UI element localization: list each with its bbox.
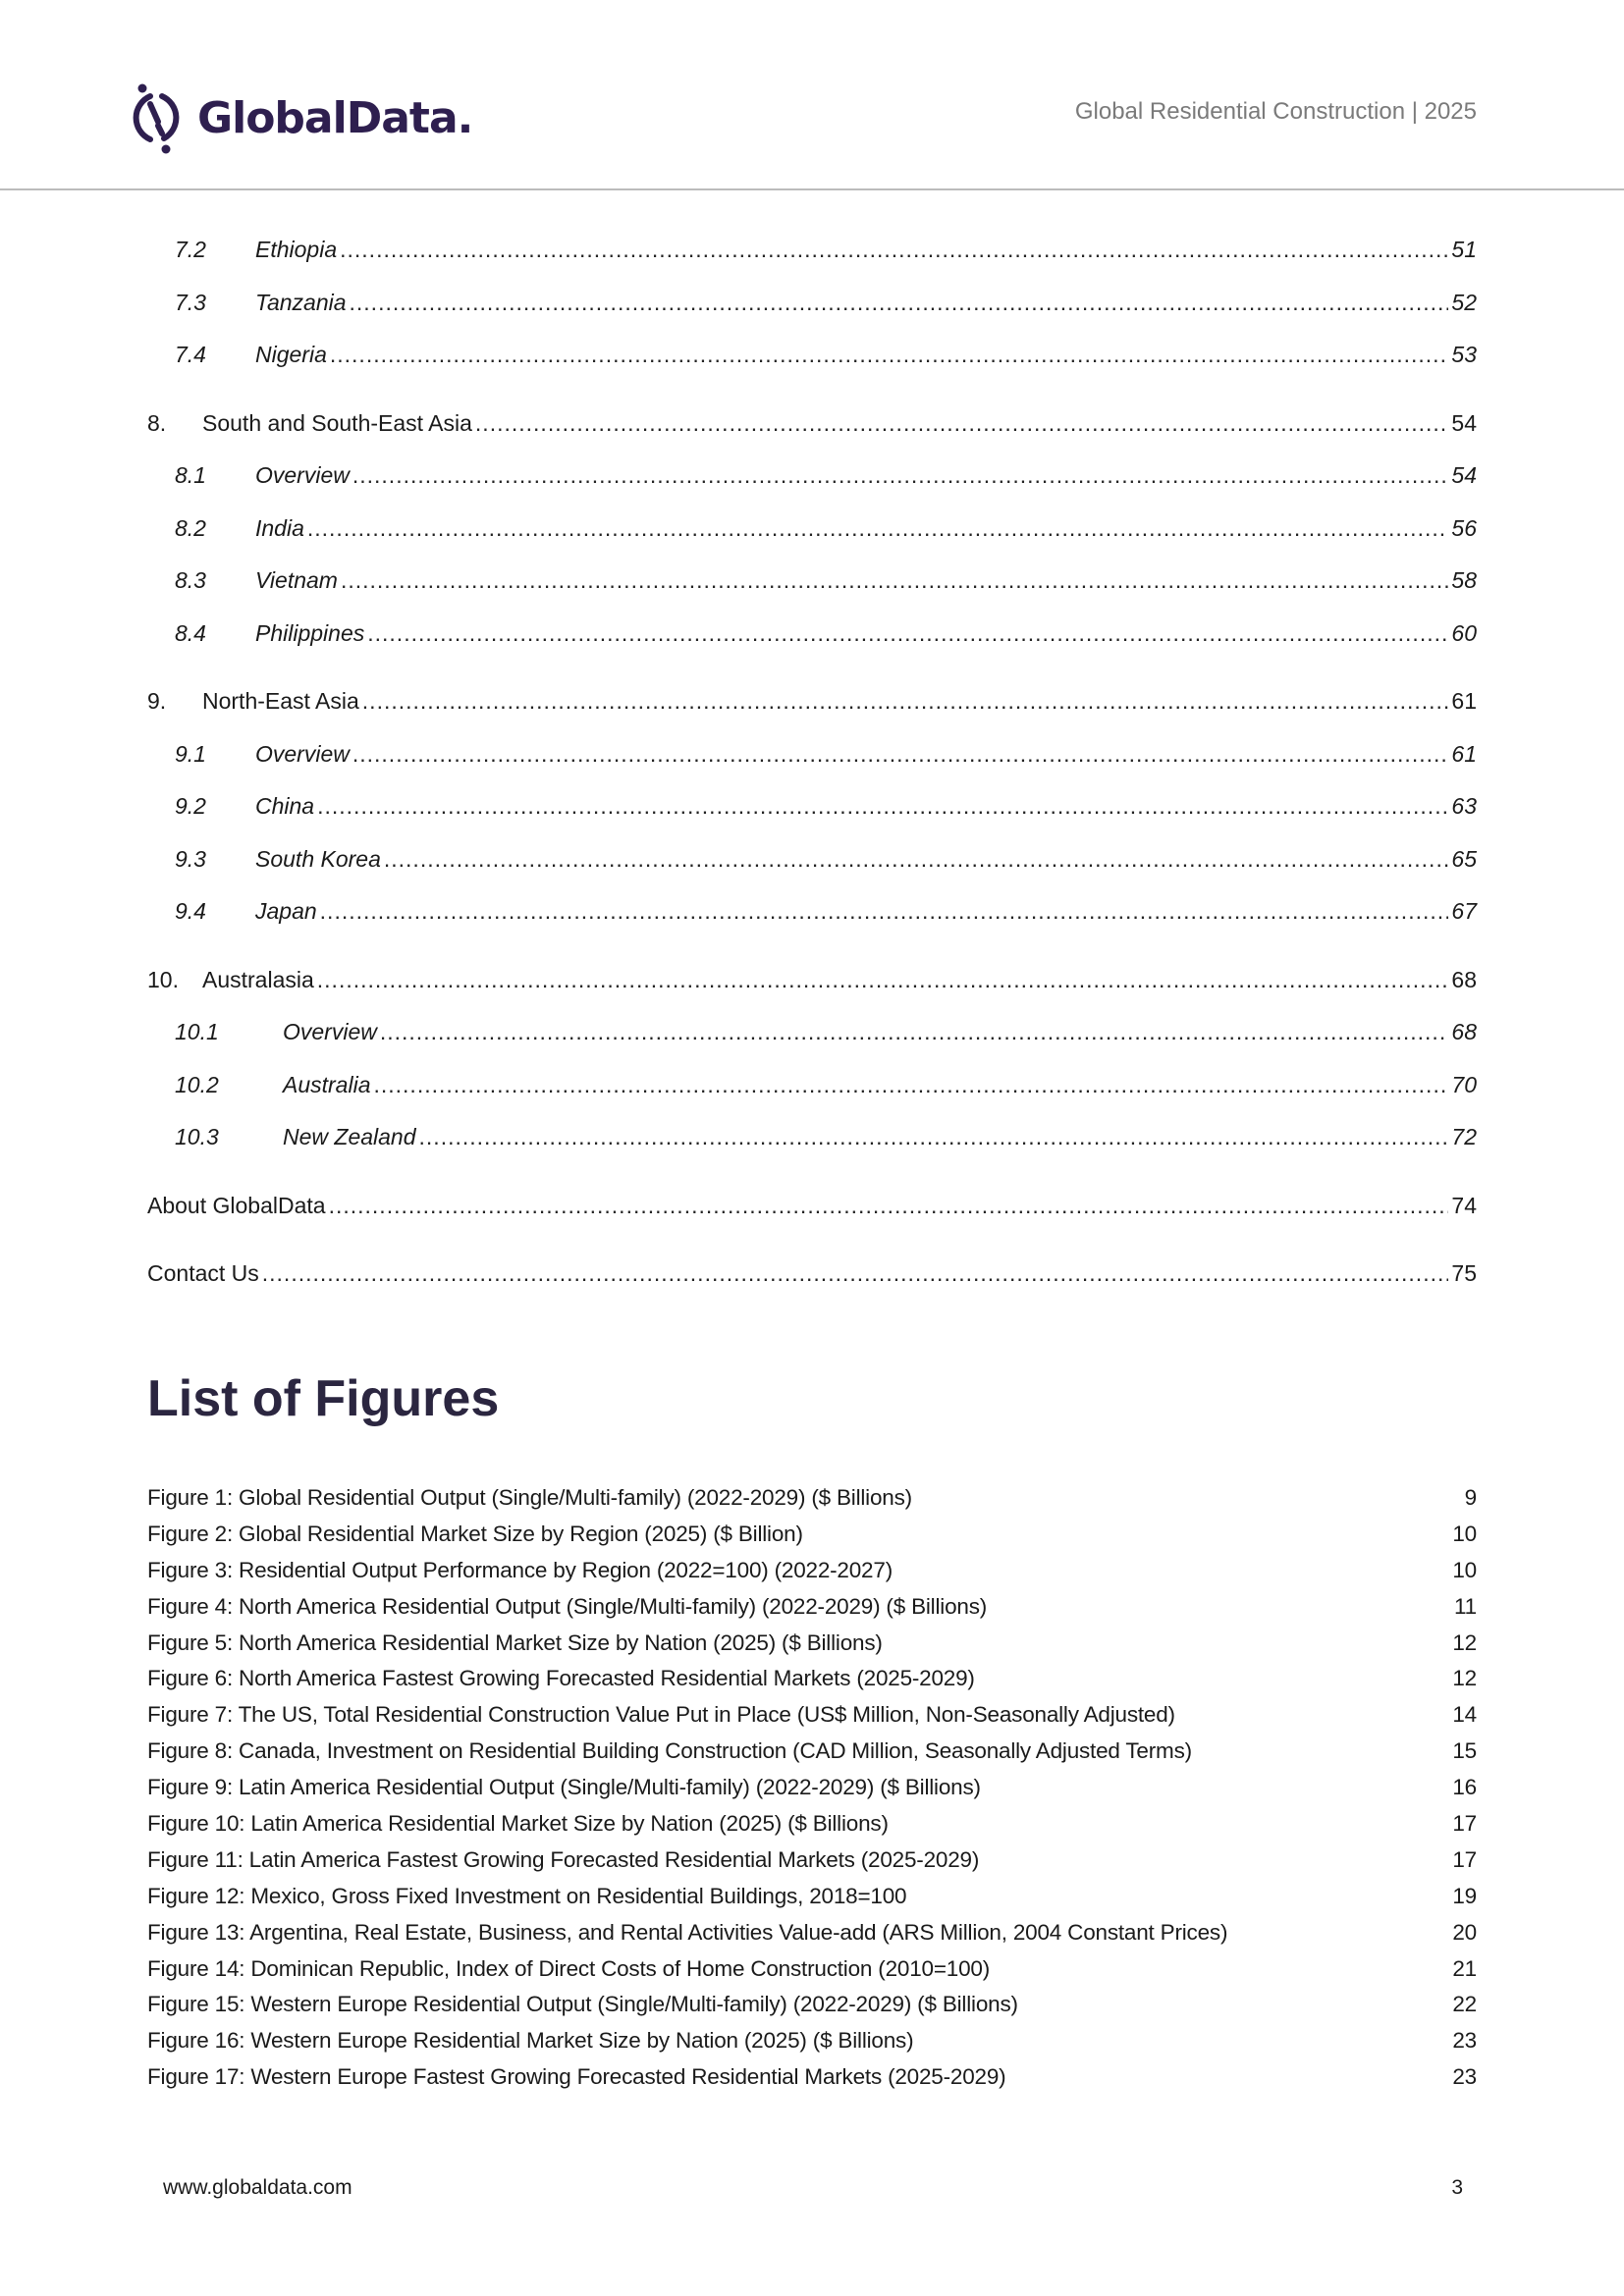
toc-entry[interactable] bbox=[147, 228, 1477, 281]
figure-entry-label: Figure 7: The US, Total Residential Construction Value Put in Place (US$ Million, Non-Seasonally Adjusted) bbox=[147, 1702, 1175, 1728]
toc-entry-label: India bbox=[255, 514, 304, 541]
toc-entry-page: 61 bbox=[1451, 688, 1477, 714]
toc-dot-leader bbox=[475, 401, 1448, 445]
toc-dot-leader bbox=[352, 454, 1448, 497]
toc-entry-label: Philippines bbox=[255, 619, 365, 646]
toc-entry-page: 70 bbox=[1451, 1071, 1477, 1097]
toc-entry-number: 9.4 bbox=[175, 898, 206, 924]
toc-entry-page: 51 bbox=[1451, 237, 1477, 262]
toc-entry-number: 9. bbox=[147, 688, 167, 714]
figure-entry-page: 23 bbox=[1452, 2028, 1477, 2054]
figure-entry[interactable] bbox=[147, 1951, 1477, 1988]
toc-entry-number: 7.3 bbox=[175, 289, 206, 315]
toc-dot-leader bbox=[340, 228, 1448, 271]
toc-entry[interactable] bbox=[147, 958, 1477, 1011]
figure-entry-page: 17 bbox=[1452, 1846, 1477, 1872]
figure-entry-label: Figure 11: Latin America Fastest Growing Forecasted Residential Markets (2025-2029) bbox=[147, 1846, 980, 1872]
toc-entry[interactable] bbox=[147, 679, 1477, 732]
figure-entry-page: 16 bbox=[1452, 1775, 1477, 1800]
toc-entry-label: Australia bbox=[283, 1071, 371, 1097]
figure-entry-page: 19 bbox=[1452, 1883, 1477, 1908]
figure-entry-label: Figure 4: North America Residential Output (Single/Multi-family) (2022-2029) ($ Billions) bbox=[147, 1593, 988, 1619]
toc-entry[interactable] bbox=[147, 1252, 1477, 1305]
toc-dot-leader bbox=[317, 784, 1448, 828]
figure-entry-label: Figure 12: Mexico, Gross Fixed Investment on Residential Buildings, 2018=100 bbox=[147, 1883, 907, 1908]
toc-entry-label: New Zealand bbox=[283, 1124, 416, 1149]
toc-dot-leader bbox=[317, 958, 1448, 1001]
toc-entry-label: Japan bbox=[255, 898, 317, 924]
toc-dot-leader bbox=[352, 732, 1448, 775]
figure-entry[interactable] bbox=[147, 1517, 1477, 1553]
toc-entry-page: 65 bbox=[1451, 845, 1477, 872]
globaldata-logo bbox=[129, 79, 472, 157]
toc-entry-number: 7.4 bbox=[175, 342, 206, 367]
logo-wordmark: GlobalData. bbox=[197, 92, 473, 143]
figure-entry[interactable] bbox=[147, 1842, 1477, 1879]
toc-entry-label: China bbox=[255, 793, 315, 819]
toc-entry-page: 60 bbox=[1451, 619, 1477, 646]
figure-entry[interactable] bbox=[147, 1734, 1477, 1770]
toc-entry[interactable] bbox=[147, 1184, 1477, 1237]
toc-dot-leader bbox=[380, 1010, 1448, 1053]
toc-entry-number: 10. bbox=[147, 966, 179, 992]
toc-entry[interactable] bbox=[147, 612, 1477, 665]
figure-entry-label: Figure 3: Residential Output Performance by Region (2022=100) (2022-2027) bbox=[147, 1557, 893, 1582]
toc-entry[interactable] bbox=[147, 333, 1477, 386]
toc-dot-leader bbox=[362, 679, 1448, 722]
page-number: 3 bbox=[1451, 2176, 1463, 2199]
toc-entry-label: Australasia bbox=[202, 966, 314, 992]
toc-entry[interactable] bbox=[147, 837, 1477, 890]
figure-entry[interactable] bbox=[147, 1915, 1477, 1951]
figure-entry-page: 11 bbox=[1454, 1593, 1477, 1619]
figure-entry[interactable] bbox=[147, 1661, 1477, 1697]
figure-entry-label: Figure 10: Latin America Residential Market Size by Nation (2025) ($ Billions) bbox=[147, 1811, 889, 1837]
toc-entry-label: About GlobalData bbox=[147, 1192, 326, 1218]
toc-entry-label: South Korea bbox=[255, 845, 381, 872]
figure-entry[interactable] bbox=[147, 1987, 1477, 2023]
toc-dot-leader bbox=[341, 559, 1448, 602]
toc-entry-number: 8. bbox=[147, 409, 167, 436]
toc-entry-number: 8.1 bbox=[175, 462, 206, 488]
toc-entry[interactable] bbox=[147, 784, 1477, 837]
toc-entry[interactable] bbox=[147, 281, 1477, 334]
toc-entry[interactable] bbox=[147, 401, 1477, 454]
toc-entry[interactable] bbox=[147, 559, 1477, 612]
toc-dot-leader bbox=[307, 507, 1448, 550]
toc-entry-number: 10.2 bbox=[175, 1071, 219, 1097]
figure-entry-page: 22 bbox=[1452, 1992, 1477, 2017]
toc-entry-page: 56 bbox=[1451, 514, 1477, 541]
figure-entry-page: 12 bbox=[1452, 1666, 1477, 1691]
figure-entry-page: 10 bbox=[1452, 1557, 1477, 1582]
figure-entry-label: Figure 16: Western Europe Residential Market Size by Nation (2025) ($ Billions) bbox=[147, 2028, 914, 2054]
figure-entry-page: 21 bbox=[1452, 1955, 1477, 1981]
toc-entry[interactable] bbox=[147, 454, 1477, 507]
toc-dot-leader bbox=[367, 612, 1448, 655]
toc-entry-label: Contact Us bbox=[147, 1260, 259, 1286]
toc-entry-page: 58 bbox=[1451, 567, 1477, 593]
toc-entry-label: Overview bbox=[283, 1019, 377, 1044]
toc-entry-page: 63 bbox=[1451, 793, 1477, 819]
figure-entry[interactable] bbox=[147, 1697, 1477, 1734]
toc-dot-leader bbox=[419, 1115, 1448, 1158]
toc-entry-label: Nigeria bbox=[255, 342, 327, 367]
figure-entry-label: Figure 14: Dominican Republic, Index of Direct Costs of Home Construction (2010=100) bbox=[147, 1955, 990, 1981]
toc-entry-number: 10.1 bbox=[175, 1019, 219, 1044]
header-divider bbox=[0, 188, 1624, 190]
list-of-figures-heading: List of Figures bbox=[147, 1370, 500, 1427]
figure-entry-label: Figure 5: North America Residential Market Size by Nation (2025) ($ Billions) bbox=[147, 1629, 883, 1655]
toc-entry[interactable] bbox=[147, 1063, 1477, 1116]
toc-entry-number: 7.2 bbox=[175, 237, 206, 262]
figure-entry-label: Figure 17: Western Europe Fastest Growing Forecasted Residential Markets (2025-2029) bbox=[147, 2064, 1006, 2090]
toc-entry-label: North-East Asia bbox=[202, 688, 359, 714]
toc-entry-number: 8.2 bbox=[175, 514, 206, 541]
figure-entry[interactable] bbox=[147, 1480, 1477, 1517]
figure-entry-label: Figure 9: Latin America Residential Output (Single/Multi-family) (2022-2029) ($ Billions) bbox=[147, 1775, 981, 1800]
figure-entry[interactable] bbox=[147, 2023, 1477, 2059]
figure-entry[interactable] bbox=[147, 1879, 1477, 1915]
figure-entry-page: 14 bbox=[1452, 1702, 1477, 1728]
figure-entry-page: 10 bbox=[1452, 1521, 1477, 1546]
toc-entry[interactable] bbox=[147, 507, 1477, 560]
figure-entry-label: Figure 2: Global Residential Market Size by Region (2025) ($ Billion) bbox=[147, 1521, 803, 1546]
toc-dot-leader bbox=[350, 281, 1448, 324]
toc-entry-page: 74 bbox=[1451, 1192, 1477, 1218]
figure-entry-page: 23 bbox=[1452, 2064, 1477, 2090]
toc-entry-label: Vietnam bbox=[255, 567, 338, 593]
toc-entry-page: 54 bbox=[1451, 462, 1477, 488]
toc-entry-number: 9.2 bbox=[175, 793, 206, 819]
figure-entry-page: 15 bbox=[1452, 1738, 1477, 1764]
toc-entry-page: 54 bbox=[1451, 409, 1477, 436]
toc-entry-label: Overview bbox=[255, 462, 350, 488]
toc-entry[interactable] bbox=[147, 889, 1477, 942]
figure-entry-label: Figure 13: Argentina, Real Estate, Business, and Rental Activities Value-add (ARS Million, 2004 Constant Prices) bbox=[147, 1919, 1228, 1945]
toc-entry-number: 9.1 bbox=[175, 740, 206, 767]
figure-entry-label: Figure 8: Canada, Investment on Residential Building Construction (CAD Million, Seasonally Adjusted Terms) bbox=[147, 1738, 1192, 1764]
table-of-contents bbox=[147, 228, 1477, 1305]
figure-entry[interactable] bbox=[147, 1626, 1477, 1662]
toc-dot-leader bbox=[329, 1184, 1448, 1227]
toc-entry-page: 68 bbox=[1451, 966, 1477, 992]
figure-entry-label: Figure 1: Global Residential Output (Single/Multi-family) (2022-2029) ($ Billions) bbox=[147, 1485, 912, 1510]
figure-entry[interactable] bbox=[147, 1806, 1477, 1842]
page-header bbox=[0, 0, 1624, 189]
figure-entry-page: 12 bbox=[1452, 1629, 1477, 1655]
toc-entry-number: 8.4 bbox=[175, 619, 206, 646]
toc-entry-page: 75 bbox=[1451, 1260, 1477, 1286]
figure-entry-page: 9 bbox=[1464, 1485, 1477, 1510]
toc-dot-leader bbox=[320, 889, 1448, 933]
figure-entry-page: 17 bbox=[1452, 1811, 1477, 1837]
figure-entry[interactable] bbox=[147, 1770, 1477, 1806]
toc-entry-number: 10.3 bbox=[175, 1124, 219, 1149]
toc-entry-label: South and South-East Asia bbox=[202, 409, 472, 436]
toc-entry-label: Ethiopia bbox=[255, 237, 338, 262]
figure-entry[interactable] bbox=[147, 1589, 1477, 1626]
toc-dot-leader bbox=[262, 1252, 1448, 1295]
toc-entry-label: Overview bbox=[255, 740, 350, 767]
toc-entry-number: 8.3 bbox=[175, 567, 206, 593]
toc-entry-page: 53 bbox=[1451, 342, 1477, 367]
toc-dot-leader bbox=[330, 333, 1448, 376]
toc-entry-page: 61 bbox=[1451, 740, 1477, 767]
figure-entry[interactable] bbox=[147, 1553, 1477, 1589]
toc-entry-page: 67 bbox=[1451, 898, 1477, 924]
figure-entry-page: 20 bbox=[1452, 1919, 1477, 1945]
toc-entry[interactable] bbox=[147, 732, 1477, 785]
toc-dot-leader bbox=[384, 837, 1448, 881]
toc-entry-page: 72 bbox=[1451, 1124, 1477, 1149]
toc-entry-page: 52 bbox=[1451, 289, 1477, 315]
footer-url[interactable]: www.globaldata.com bbox=[163, 2176, 352, 2199]
list-of-figures bbox=[147, 1480, 1477, 2096]
toc-entry-page: 68 bbox=[1451, 1019, 1477, 1044]
figure-entry-label: Figure 6: North America Fastest Growing Forecasted Residential Markets (2025-2029) bbox=[147, 1666, 975, 1691]
toc-entry-number: 9.3 bbox=[175, 845, 206, 872]
toc-entry[interactable] bbox=[147, 1115, 1477, 1168]
toc-entry-label: Tanzania bbox=[255, 289, 347, 315]
figure-entry-label: Figure 15: Western Europe Residential Output (Single/Multi-family) (2022-2029) ($ Billions) bbox=[147, 1992, 1018, 2017]
globaldata-logo-icon bbox=[129, 79, 188, 157]
figure-entry[interactable] bbox=[147, 2059, 1477, 2096]
toc-dot-leader bbox=[373, 1063, 1448, 1106]
report-title: Global Residential Construction | 2025 bbox=[1074, 98, 1477, 125]
toc-entry[interactable] bbox=[147, 1010, 1477, 1063]
